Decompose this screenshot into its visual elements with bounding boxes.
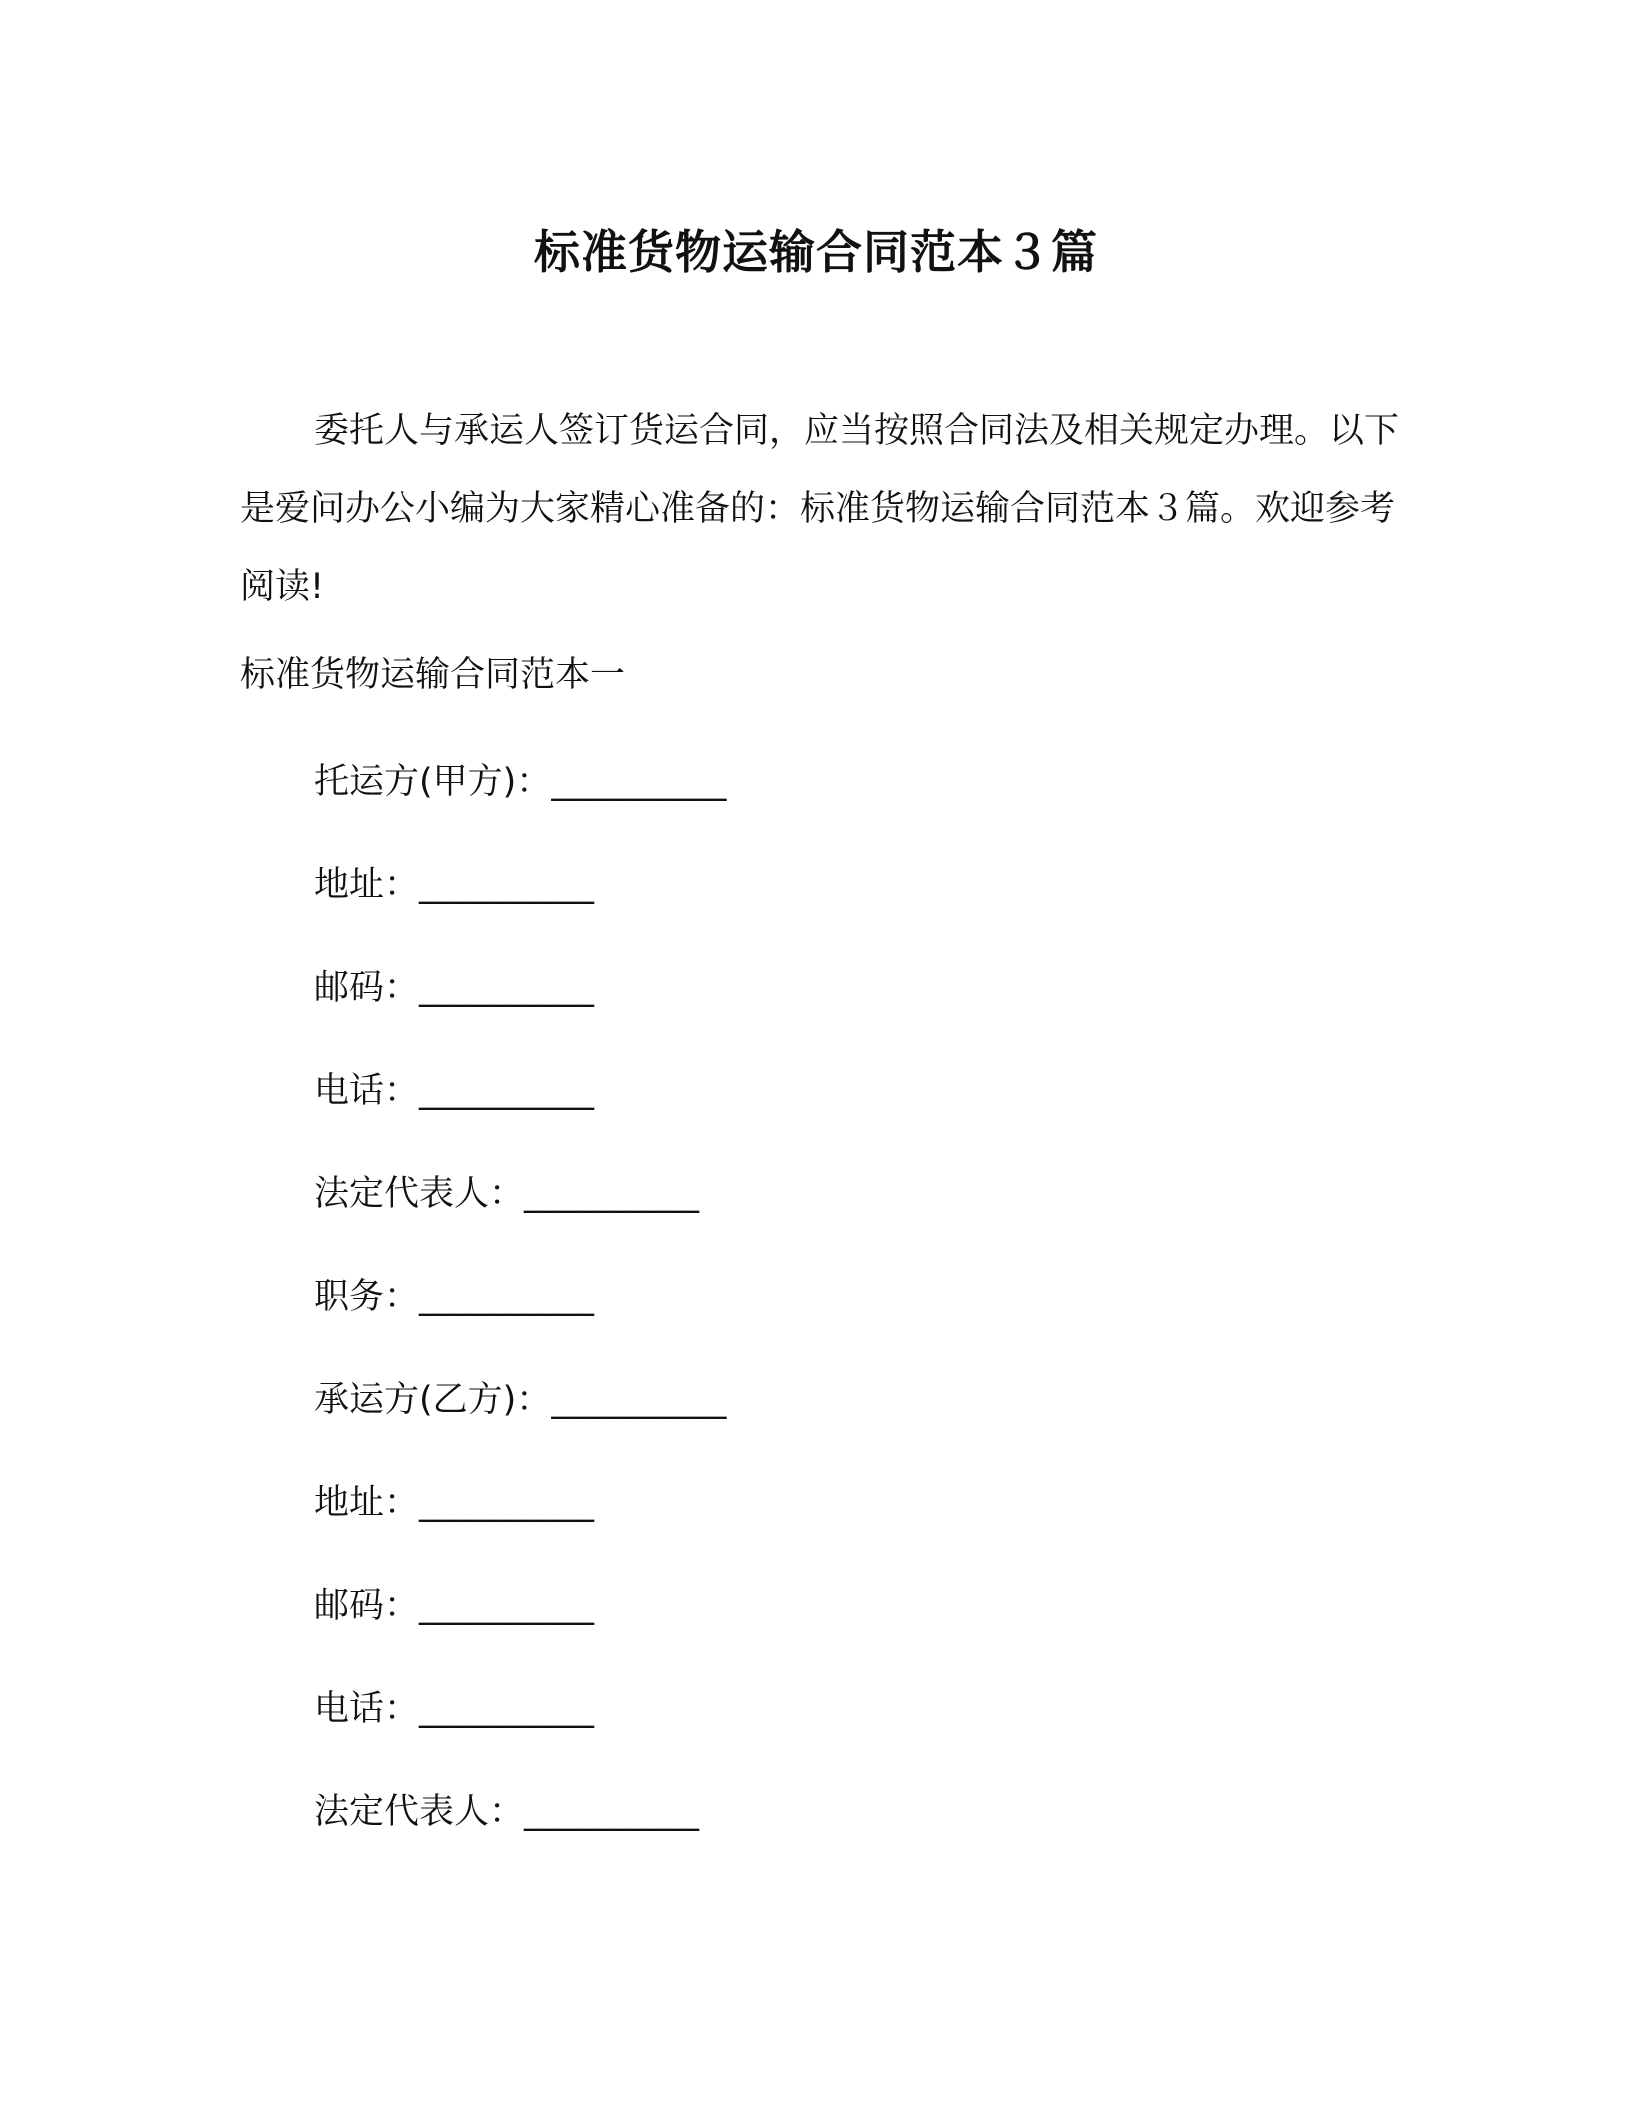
field-label: 邮码： xyxy=(314,968,420,1008)
field-blank: __________ xyxy=(419,1277,595,1317)
field-blank: __________ xyxy=(524,1792,700,1832)
field-blank: __________ xyxy=(419,1071,595,1111)
field-label: 电话： xyxy=(314,1071,420,1111)
field-label: 承运方(乙方)： xyxy=(314,1380,552,1420)
field-consignor xyxy=(314,752,726,812)
field-consignor-phone xyxy=(314,1061,594,1121)
field-blank: __________ xyxy=(551,762,727,802)
field-carrier xyxy=(314,1370,726,1430)
field-label: 邮码： xyxy=(314,1586,420,1626)
field-label: 法定代表人： xyxy=(314,1174,525,1214)
field-label: 地址： xyxy=(314,865,420,905)
field-blank: __________ xyxy=(419,968,595,1008)
field-carrier-postcode xyxy=(314,1576,594,1636)
field-carrier-phone xyxy=(314,1679,594,1739)
field-label: 法定代表人： xyxy=(314,1792,525,1832)
field-label: 电话： xyxy=(314,1689,420,1729)
field-blank: __________ xyxy=(419,1483,595,1523)
field-blank: __________ xyxy=(551,1380,727,1420)
field-blank: __________ xyxy=(419,865,595,905)
field-label: 托运方(甲方)： xyxy=(314,762,552,802)
field-label: 职务： xyxy=(314,1277,420,1317)
field-blank: __________ xyxy=(419,1689,595,1729)
field-consignor-legal-rep xyxy=(314,1164,699,1224)
field-consignor-address xyxy=(314,855,594,915)
field-label: 地址： xyxy=(314,1483,420,1523)
document-title: 标准货物运输合同范本３篇 xyxy=(534,225,1098,279)
field-carrier-address xyxy=(314,1473,594,1533)
intro-paragraph: 委托人与承运人签订货运合同，应当按照合同法及相关规定办理。以下是爱问办公小编为大家精心准备的：标准货物运输合同范本３篇。欢迎参考阅读! xyxy=(240,411,1400,607)
section-heading: 标准货物运输合同范本一 xyxy=(240,655,626,695)
field-consignor-postcode xyxy=(314,958,594,1018)
field-blank: __________ xyxy=(524,1174,700,1214)
field-blank: __________ xyxy=(419,1586,595,1626)
field-consignor-position xyxy=(314,1267,594,1327)
field-carrier-legal-rep xyxy=(314,1782,699,1842)
